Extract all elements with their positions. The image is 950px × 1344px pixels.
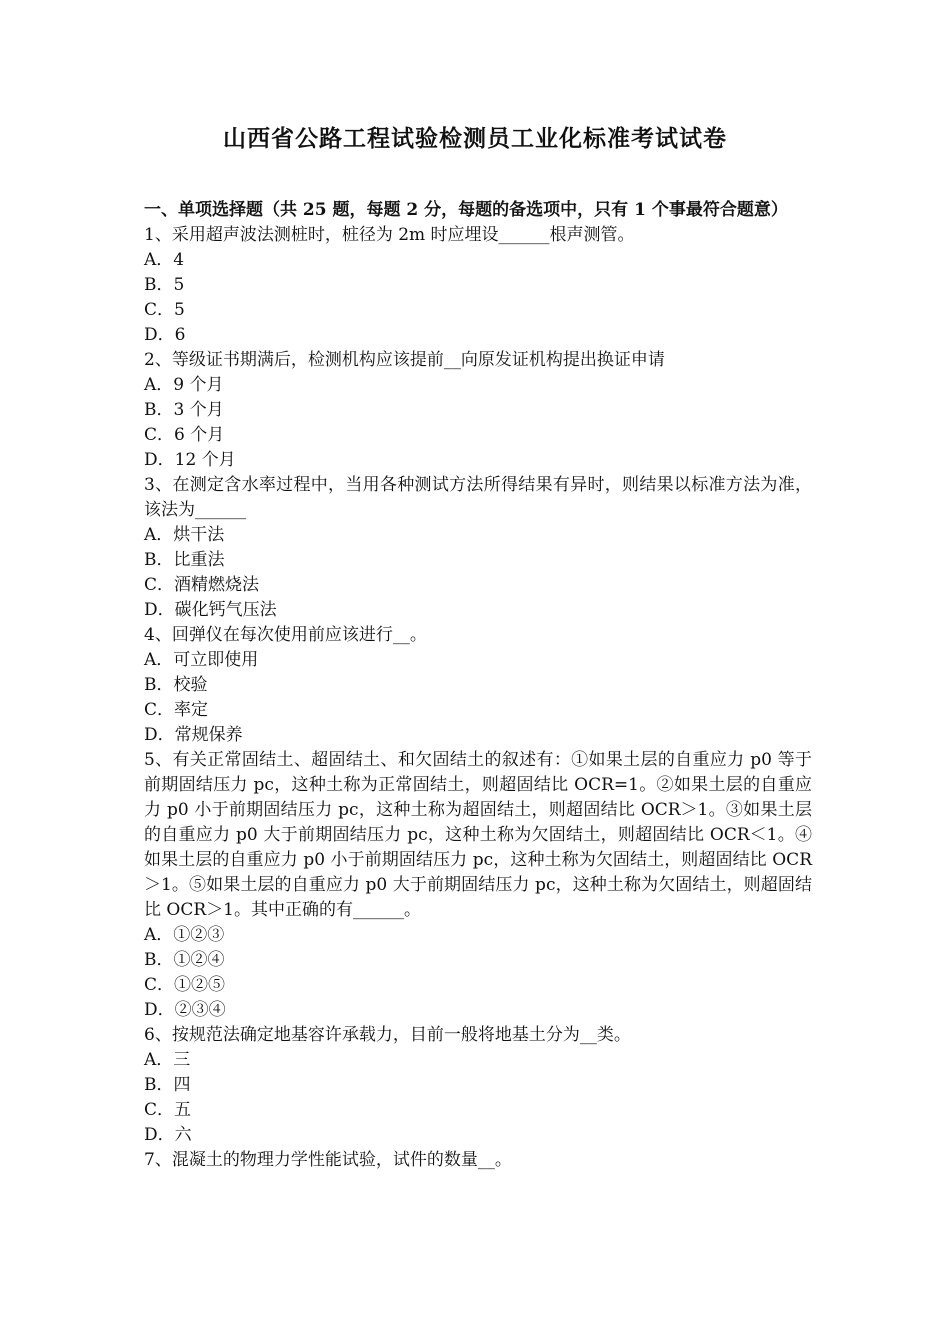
question-item	[144, 623, 812, 748]
question-stem: 5、有关正常固结土、超固结土、和欠固结土的叙述有：①如果土层的自重应力 p0 等于前期固结压力 pc，这种土称为正常固结土，则超固结比 OCR=1。②如果土层的自重应力 p0 小于前期固结压力 pc，这种土称为超固结土，则超固结比 OCR＞1。③如果土层的自重应力 p0 大于前期固结压力 pc，这种土称为欠固结土，则超固结比 OCR＜1。④如果土层的自重应力 p0 小于前期固结压力 pc，这种土称为欠固结土，则超固结比 OCR＞1。⑤如果土层的自重应力 p0 大于前期固结压力 pc，这种土称为欠固结土，则超固结比 OCR＞1。其中正确的有______。	[144, 750, 812, 920]
answer-option: B．比重法	[144, 550, 225, 570]
answer-option: B．5	[144, 275, 185, 295]
question-item	[144, 1148, 812, 1173]
answer-option: D．6	[144, 325, 186, 345]
question-stem: 7、混凝土的物理力学性能试验，试件的数量__。	[144, 1150, 512, 1170]
answer-option: A．烘干法	[144, 525, 225, 545]
question-stem: 6、按规范法确定地基容许承载力，目前一般将地基土分为__类。	[144, 1025, 631, 1045]
question-stem: 3、在测定含水率过程中，当用各种测试方法所得结果有异时，则结果以标准方法为准，该法为______	[144, 475, 812, 520]
answer-option: D．六	[144, 1125, 192, 1145]
question-item	[144, 348, 812, 473]
answer-option: B．校验	[144, 675, 208, 695]
answer-option: C．酒精燃烧法	[144, 575, 260, 595]
answer-option: A．4	[144, 250, 185, 270]
question-item	[144, 1023, 812, 1148]
document-body	[144, 198, 812, 1173]
answer-option: C．率定	[144, 700, 209, 720]
answer-option: C．5	[144, 300, 185, 320]
question-stem: 2、等级证书期满后，检测机构应该提前__向原发证机构提出换证申请	[144, 350, 665, 370]
answer-option: B．①②④	[144, 950, 225, 970]
answer-option: A．可立即使用	[144, 650, 259, 670]
answer-option: A．9 个月	[144, 375, 224, 395]
answer-option: B．3 个月	[144, 400, 224, 420]
question-list	[144, 223, 812, 1173]
answer-option: D．12 个月	[144, 450, 236, 470]
answer-option: C．五	[144, 1100, 192, 1120]
answer-option: A．①②③	[144, 925, 225, 945]
answer-option: A．三	[144, 1050, 191, 1070]
answer-option: C．6 个月	[144, 425, 225, 445]
answer-option: D．常规保养	[144, 725, 243, 745]
section-heading: 一、单项选择题（共 25 题，每题 2 分，每题的备选项中，只有 1 个事最符合题意）	[144, 200, 788, 220]
answer-option: B．四	[144, 1075, 191, 1095]
document-title: 山西省公路工程试验检测员工业化标准考试试卷	[223, 125, 727, 152]
question-stem: 1、采用超声波法测桩时，桩径为 2m 时应埋设______根声测管。	[144, 225, 635, 245]
answer-option: D．碳化钙气压法	[144, 600, 277, 620]
question-stem: 4、回弹仪在每次使用前应该进行__。	[144, 625, 427, 645]
question-item	[144, 473, 812, 623]
question-item	[144, 748, 812, 1023]
question-item	[144, 223, 812, 348]
answer-option: C．①②⑤	[144, 975, 226, 995]
answer-option: D．②③④	[144, 1000, 226, 1020]
